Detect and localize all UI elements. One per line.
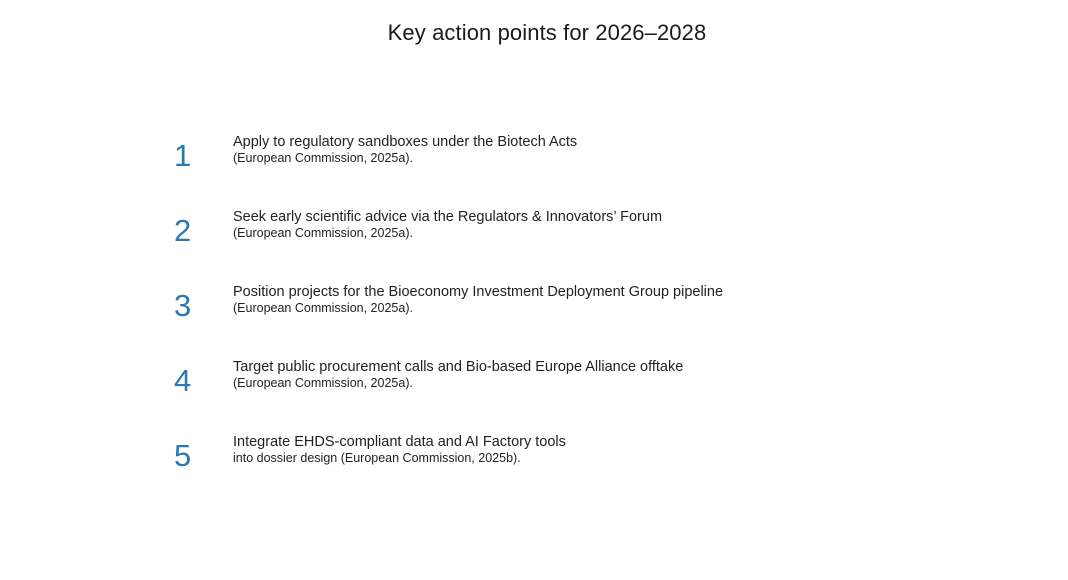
action-text-block <box>233 209 662 241</box>
action-citation: (European Commission, 2025a). <box>233 301 413 315</box>
action-number: 3 <box>174 288 192 323</box>
action-description: Integrate EHDS-compliant data and AI Factory tools <box>233 434 566 450</box>
action-item <box>0 283 1068 343</box>
action-number: 5 <box>174 438 192 473</box>
action-text-block <box>233 434 566 466</box>
action-citation: (European Commission, 2025a). <box>233 151 413 165</box>
action-description: Apply to regulatory sandboxes under the Biotech Acts <box>233 134 578 150</box>
action-description: Position projects for the Bioeconomy Investment Deployment Group pipeline <box>233 284 724 300</box>
action-text-block <box>233 134 577 166</box>
action-number: 4 <box>174 363 192 398</box>
action-item <box>0 133 1068 193</box>
action-item <box>0 358 1068 418</box>
action-citation: (European Commission, 2025a). <box>233 376 413 390</box>
action-citation: (European Commission, 2025a). <box>233 226 413 240</box>
action-text-block <box>233 284 723 316</box>
action-description: Seek early scientific advice via the Regulators & Innovators’ Forum <box>233 209 663 225</box>
action-number: 2 <box>174 213 192 248</box>
action-text-block <box>233 359 683 391</box>
action-item <box>0 433 1068 493</box>
action-citation: into dossier design (European Commission, 2025b). <box>233 451 521 465</box>
action-number: 1 <box>174 138 192 173</box>
page-title: Key action points for 2026–2028 <box>387 20 707 45</box>
action-item <box>0 208 1068 268</box>
action-description: Target public procurement calls and Bio-based Europe Alliance offtake <box>233 359 684 375</box>
